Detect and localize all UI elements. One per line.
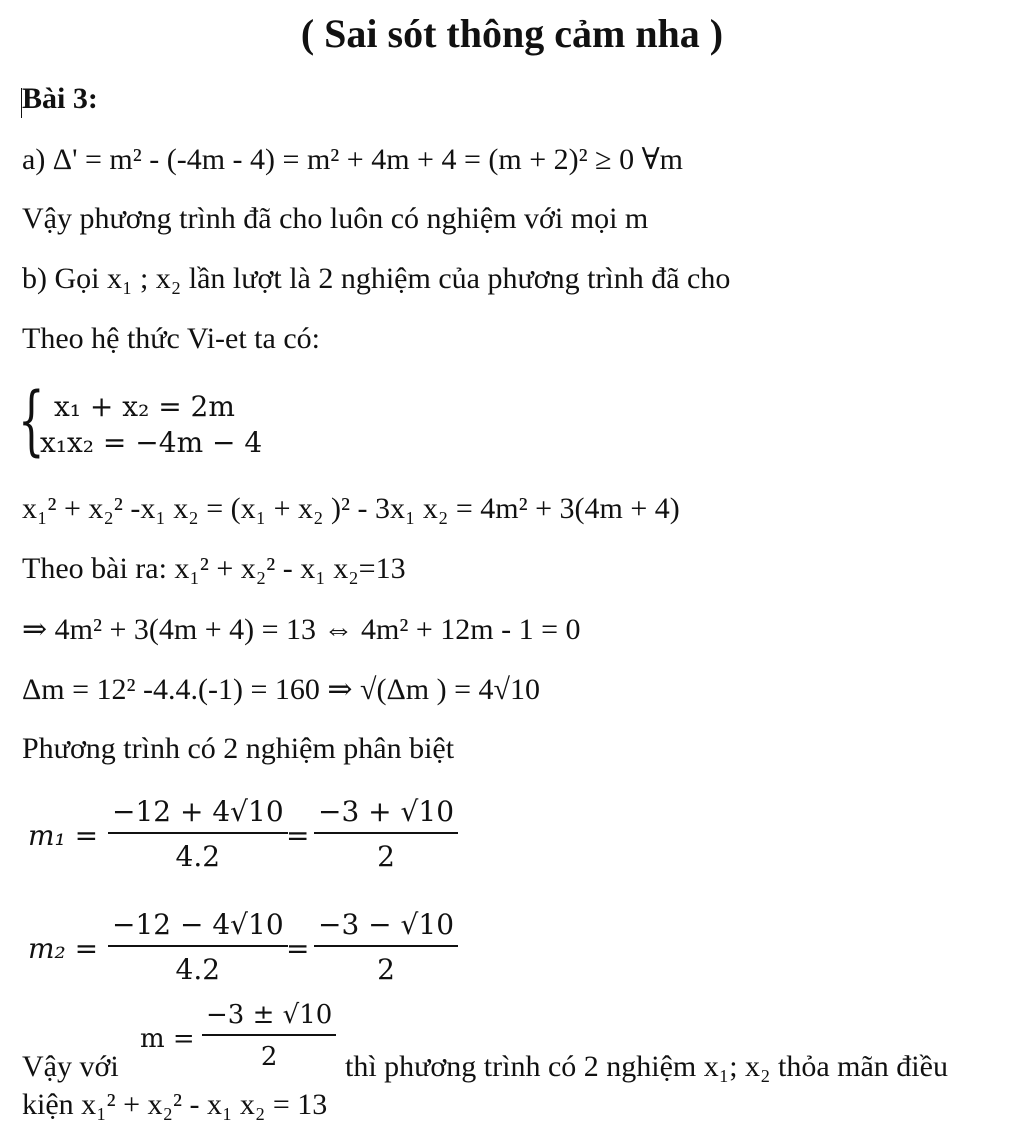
exercise-heading: Bài 3: [22,82,98,115]
m2-denominator: 4.2 [175,953,221,986]
m2-lhs: m₂ = [28,932,99,965]
m2-equation [28,908,628,988]
brace-symbol: { [18,375,45,464]
m1-numerator: −12 + 4√10 [108,795,288,834]
part-a-conclusion: Vậy phương trình đã cho luôn có nghiệm với mọi m [22,202,649,235]
m2-simplified-numerator: −3 − √10 [314,908,458,947]
m1-fraction [108,795,288,873]
m1-equation [28,795,628,875]
m2-simplified-fraction [314,908,458,986]
m2-simplified-denominator: 2 [377,953,395,986]
m1-simplified-numerator: −3 + √10 [314,795,458,834]
final-m-numerator: −3 ± √10 [202,1000,336,1036]
two-roots-line: Phương trình có 2 nghiệm phân biệt [22,732,455,765]
m1-simplified-denominator: 2 [377,840,395,873]
final-line-2: kiện x₁² + x₂² - x₁ x₂ = 13 [22,1088,328,1121]
final-m-lhs: m = [140,1024,195,1054]
vieta-intro: Theo hệ thức Vi-et ta có: [22,322,320,355]
final-m-denominator: 2 [260,1042,278,1072]
m1-simplified-fraction [314,795,458,873]
system-row-1: x₁ + x₂ = 2m [54,390,235,423]
equation-line: ⇒ 4m² + 3(4m + 4) = 13 ⇔ 4m² + 12m - 1 = 0 [22,613,581,646]
part-a-line: a) Δ' = m² - (-4m - 4) = m² + 4m + 4 = (m + 2)² ≥ 0 ∀m [22,143,684,176]
m1-denominator: 4.2 [175,840,221,873]
final-suffix: thì phương trình có 2 nghiệm x₁; x₂ thỏa mãn điều [345,1050,948,1083]
equals-sign: = [286,932,310,965]
m2-numerator: −12 − 4√10 [108,908,288,947]
discriminant-line: Δm = 12² -4.4.(-1) = 160 ⇒ √(Δm ) = 4√10 [22,673,541,706]
part-b-line: b) Gọi x₁ ; x₂ lần lượt là 2 nghiệm của phương trình đã cho [22,262,731,295]
final-m-fraction [202,1000,336,1072]
final-prefix: Vậy với [22,1050,119,1083]
final-m-equation [140,1000,360,1075]
m2-fraction [108,908,288,986]
system-row-2: x₁x₂ = −4m − 4 [40,426,263,459]
expansion-line: x₁² + x₂² -x₁ x₂ = (x₁ + x₂ )² - 3x₁ x₂ = 4m² + 3(4m + 4) [22,492,680,525]
condition-line: Theo bài ra: x₁² + x₂² - x₁ x₂=13 [22,552,406,585]
equals-sign: = [286,819,310,852]
page-title: ( Sai sót thông cảm nha ) [300,11,724,56]
m1-lhs: m₁ = [28,819,99,852]
